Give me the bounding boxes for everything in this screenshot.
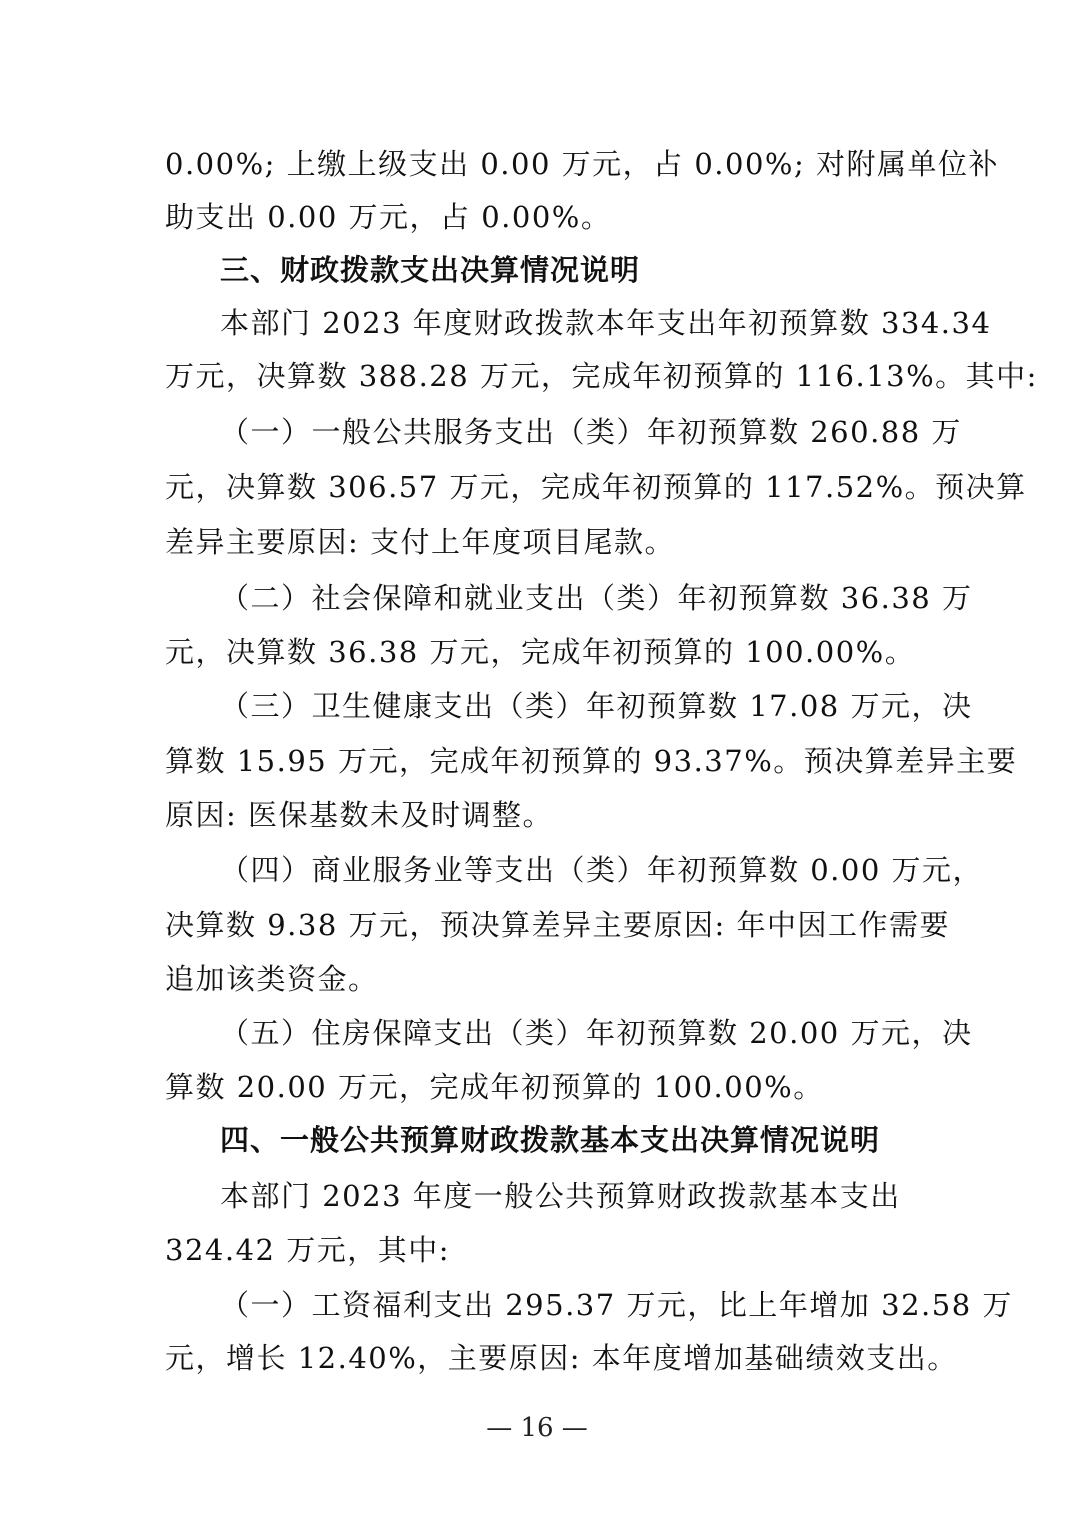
paragraph-line: 元，增长 12.40%，主要原因: 本年度增加基础绩效支出。 <box>165 1341 958 1375</box>
section-heading-3: 三、财政拨款支出决算情况说明 <box>220 253 641 287</box>
paragraph-line: （一）一般公共服务支出（类）年初预算数 260.88 万 <box>220 415 962 449</box>
paragraph-line: （四）商业服务业等支出（类）年初预算数 0.00 万元， <box>220 853 984 887</box>
section-heading-4: 四、一般公共预算财政拨款基本支出决算情况说明 <box>220 1123 881 1157</box>
paragraph-line: 追加该类资金。 <box>165 962 379 996</box>
paragraph-line: （二）社会保障和就业支出（类）年初预算数 36.38 万 <box>220 581 973 615</box>
paragraph-line: 324.42 万元，其中: <box>165 1233 450 1267</box>
page-number: — 16 — <box>486 1413 588 1443</box>
paragraph-line: 本部门 2023 年度一般公共预算财政拨款基本支出 <box>220 1179 901 1213</box>
paragraph-line: （五）住房保障支出（类）年初预算数 20.00 万元，决 <box>220 1016 973 1050</box>
paragraph-line: 元，决算数 36.38 万元，完成年初预算的 100.00%。 <box>165 635 916 669</box>
paragraph-line: （三）卫生健康支出（类）年初预算数 17.08 万元，决 <box>220 689 973 723</box>
paragraph-line: 0.00%; 上缴上级支出 0.00 万元，占 0.00%; 对附属单位补 <box>165 147 999 181</box>
paragraph-line: 万元，决算数 388.28 万元，完成年初预算的 116.13%。其中: <box>165 359 1038 393</box>
paragraph-line: 决算数 9.38 万元，预决算差异主要原因: 年中因工作需要 <box>165 908 950 942</box>
paragraph-line: 本部门 2023 年度财政拨款本年支出年初预算数 334.34 <box>220 306 992 340</box>
paragraph-line: 原因: 医保基数未及时调整。 <box>165 798 553 832</box>
paragraph-line: 差异主要原因: 支付上年度项目尾款。 <box>165 525 675 559</box>
paragraph-line: （一）工资福利支出 295.37 万元，比上年增加 32.58 万 <box>220 1288 1013 1322</box>
paragraph-line: 元，决算数 306.57 万元，完成年初预算的 117.52%。预决算 <box>165 470 1027 504</box>
paragraph-line: 助支出 0.00 万元，占 0.00%。 <box>165 200 612 234</box>
paragraph-line: 算数 15.95 万元，完成年初预算的 93.37%。预决算差异主要 <box>165 744 1018 778</box>
paragraph-line: 算数 20.00 万元，完成年初预算的 100.00%。 <box>165 1070 824 1104</box>
